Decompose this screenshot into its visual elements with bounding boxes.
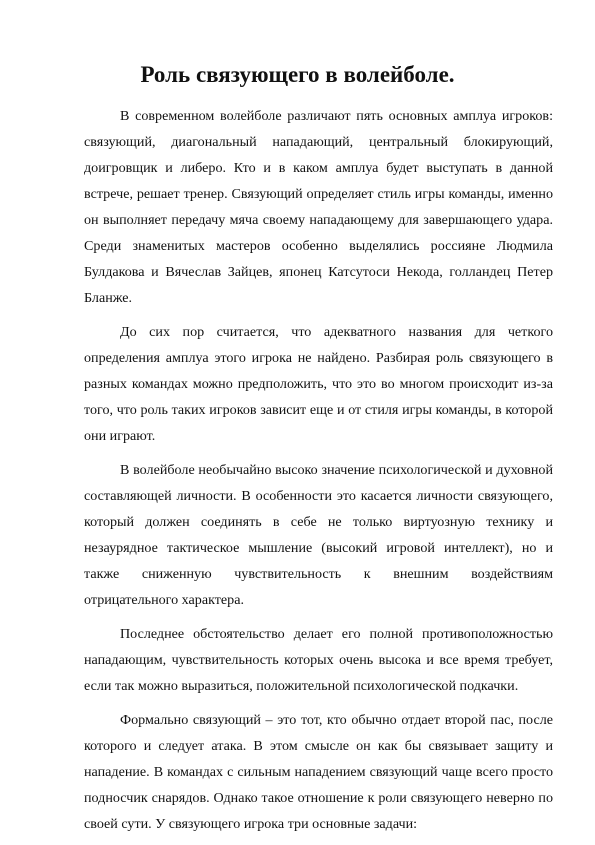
paragraph-2: До сих пор считается, что адекватного названия для четкого определения амплуа этого игрока не найдено. Разбирая роль связующего в разных командах можно предположить, что это во многом происходит из-за того, что роль таких игроков зависит еще и от стиля игры команды, в которой они играют. (84, 324, 553, 444)
paragraph-3: В волейболе необычайно высоко значение психологической и духовной составляющей личности. В особенности это касается личности связующего, который должен соединять в себе не только виртуозную технику и незаурядное тактическое мышление (высокий игровой интеллект), но и также сниженную чувствительность к внешним воздействиям отрицательного характера. (84, 462, 553, 608)
paragraph-4: Последнее обстоятельство делает его полной противоположностью нападающим, чувствительность которых очень высока и все время требует, если так можно выразиться, положительной психологической подкачки. (84, 626, 553, 694)
paragraph-5: Формально связующий – это тот, кто обычно отдает второй пас, после которого и следует атака. В этом смысле он как бы связывает защиту и нападение. В командах с сильным нападением связующий чаще всего просто подносчик снарядов. Однако такое отношение к роли связующего неверно по своей сути. У связующего игрока три основные задачи: (84, 712, 553, 832)
document-title: Роль связующего в волейболе. (140, 62, 455, 87)
paragraph-1: В современном волейболе различают пять основных амплуа игроков: связующий, диагональный нападающий, центральный блокирующий, доигровщик и либеро. Кто и в каком амплуа будет выступать в данной встрече, решает тренер. Связующий определяет стиль игры команды, именно он выполняет передачу мяча своему нападающему для завершающего удара. Среди знаменитых мастеров особенно выделялись россияне Людмила Булдакова и Вячеслав Зайцев, японец Катсутоси Некода, голландец Петер Бланже. (84, 108, 553, 306)
document-body (84, 103, 553, 845)
